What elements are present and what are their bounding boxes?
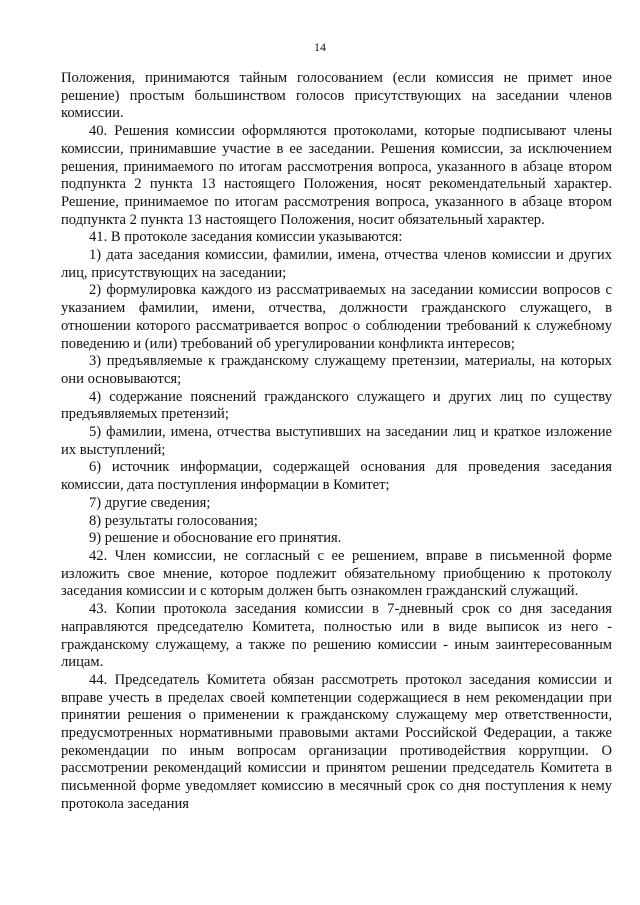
paragraph-40: 40. Решения комиссии оформляются протоколами, которые подписывают члены комиссии, принимавшие участие в ее заседании. Решения комиссии, за исключением решения, принимаемого по итогам рассмотрения вопроса, указанного в абзаце втором подпункта 2 пункта 13 настоящего Положения, носят рекомендательный характер. Решение, принимаемое по итогам рассмотрения вопроса, указанного в абзаце втором подпункта 2 пункта 13 настоящего Положения, носит обязательный характер.: [61, 123, 612, 228]
list-item-41-2: 2) формулировка каждого из рассматриваемых на заседании комиссии вопросов с указанием фамилии, имени, отчества, должности гражданского служащего, в отношении которого рассматривается вопрос о соблюдении требований к служебному поведению и (или) требований об урегулировании конфликта интересов;: [61, 282, 612, 352]
list-item-41-9: 9) решение и обоснование его принятия.: [89, 530, 342, 547]
list-item-41-5: 5) фамилии, имена, отчества выступивших на заседании лиц и краткое изложение их выступлений;: [61, 424, 612, 458]
list-item-41-7: 7) другие сведения;: [89, 494, 211, 511]
list-item-41-4: 4) содержание пояснений гражданского служащего и других лиц по существу предъявляемых претензий;: [61, 388, 612, 423]
list-item-41-6: 6) источник информации, содержащей основания для проведения заседания комиссии, дата поступления информации в Комитет;: [61, 459, 612, 494]
paragraph-continuation: Положения, принимаются тайным голосованием (если комиссия не примет иное решение) простым большинством голосов присутствующих на заседании членов комиссии.: [61, 70, 612, 122]
paragraph-41: 41. В протоколе заседания комиссии указываются:: [89, 229, 403, 246]
list-item-41-8: 8) результаты голосования;: [89, 512, 258, 529]
list-item-41-1: 1) дата заседания комиссии, фамилии, имена, отчества членов комиссии и других лиц, присутствующих на заседании;: [61, 247, 612, 281]
list-item-41-3: 3) предъявляемые к гражданскому служащему претензии, материалы, на которых они основываются;: [61, 353, 612, 387]
page-number: 14: [314, 40, 326, 54]
document-body: [61, 70, 612, 814]
paragraph-42: 42. Член комиссии, не согласный с ее решением, вправе в письменной форме изложить свое мнение, которое подлежит обязательному приобщению к протоколу заседания комиссии и с которым должен быть ознакомлен гражданский служащий.: [61, 547, 612, 600]
paragraph-44: 44. Председатель Комитета обязан рассмотреть протокол заседания комиссии и вправе учесть в пределах своей компетенции содержащиеся в нем рекомендации при принятии решения о применении к гражданскому служащему мер ответственности, предусмотренных нормативными правовыми актами Российской Федерации, а также рекомендации по иным вопросам организации противодействия коррупции. О рассмотрении рекомендаций комиссии и принятом решении председатель Комитета в письменной форме уведомляет комиссию в месячный срок со дня поступления к нему протокола заседания: [61, 671, 612, 812]
paragraph-43: 43. Копии протокола заседания комиссии в 7-дневный срок со дня заседания направляются председателю Комитета, полностью или в виде выписок из него - гражданскому служащему, а также по решению комиссии - иным заинтересованным лицам.: [61, 601, 612, 671]
